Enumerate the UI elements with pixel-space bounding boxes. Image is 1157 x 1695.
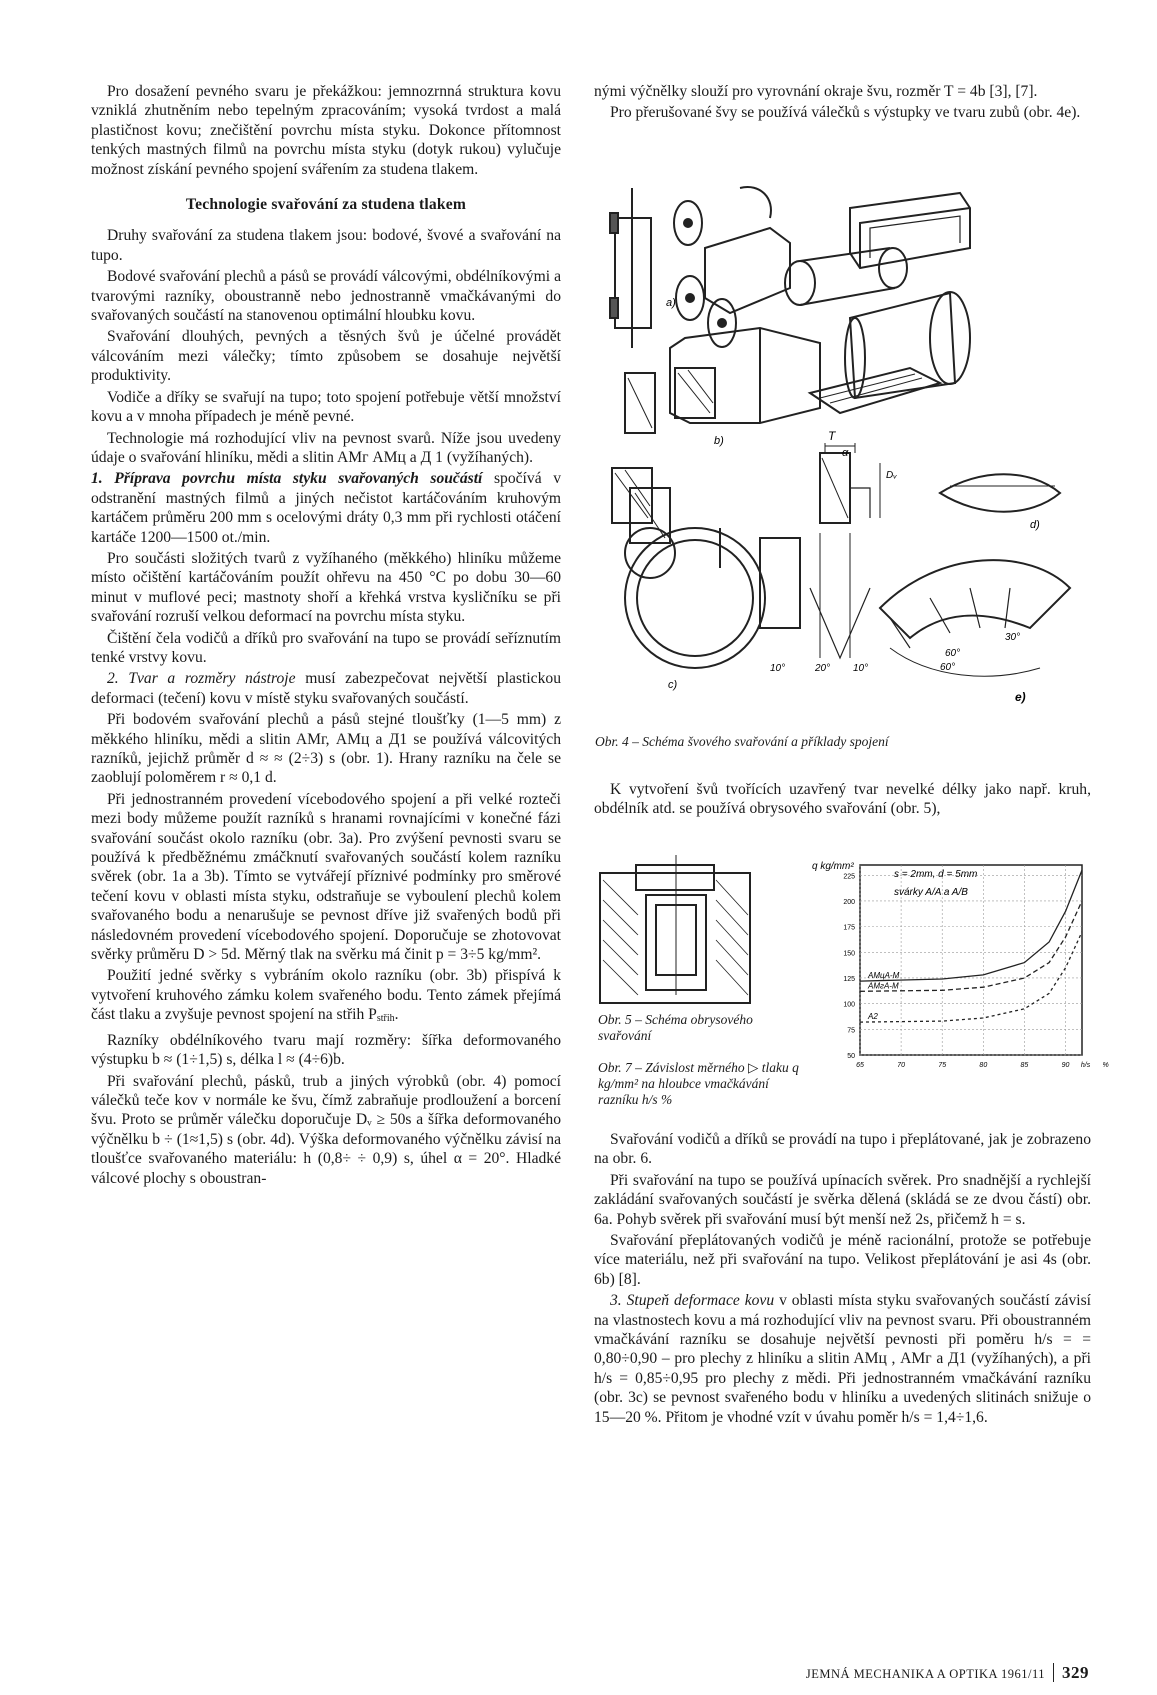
paragraph: Vodiče a dříky se svařují na tupo; toto spojení potřebuje větší množství kovu a v mnoha případech je méně pevné.: [91, 388, 561, 426]
paragraph: Razníky obdélníkového tvaru mají rozměry: šířka deformovaného výstupku b ≈ (1÷1,5) s, délka l ≈ (4÷6)b.: [91, 1031, 561, 1069]
paragraph: Pro dosažení pevného svaru je překážkou: jemnozrnná struktura kovu vzniklá zhutněním nebo tepelným zpracováním; vysoká tvrdost a malá plastičnost kovu; znečištění povrchu místa styku. Dokonce přítomnost tenkých mastných filmů na povrchu místa styku (dotyk rukou) vylučuje možnost získání pevného spojení svářením za studena tlakem.: [91, 83, 561, 178]
paragraph-end: .: [394, 1006, 399, 1024]
paragraph: [91, 469, 561, 547]
chart-legend-line1: s = 2mm, d = 5mm: [894, 869, 978, 880]
paragraph: Při svařování na tupo se používá upínacích svěrek. Pro snadnější a rychlejší zakládání svařovaných součástí je svěrka dělená (skládá se ze dvou částí) obr. 6a. Pohyb svěrek při svařování musí být menší než 2s, přičemž h = s.: [594, 1171, 1091, 1228]
paragraph: Pro přerušované švy se používá válečků s výstupky ve tvaru zubů (obr. 4e).: [610, 104, 1081, 122]
paragraph: K vytvoření švů tvořících uzavřený tvar nevelké délky jako např. kruh, obdélník atd. se používá obrysového svařování (obr. 5),: [594, 781, 1091, 818]
x-tick-label: 85: [1020, 1062, 1029, 1069]
x-tick-label: 70: [897, 1062, 906, 1069]
angle-label: 10°: [770, 663, 786, 674]
paragraph: Při jednostranném provedení vícebodového spojení a při velké rozteči mezi body můžeme použít razníků s hranami rovnajícími v konečné fázi svařování součást okolo razníku (obr. 3a). Pro zvýšení pevnosti svaru se používá k předběžnému zmáčknutí svařovaných součástí kolem razníku svěrek (obr. 1a a 3b). Tímto se vytvářejí příznivé podmínky pro směrové tečení kovu v oblasti místa styku, odstraňuje se vyboulení plechů kolem svařovaného bodu a nenarušuje se pevnost dříve již svařených bodů při následovném provedení vícebodového spojení. Doporučuje se zhotovovat svěrky průměru D > 5d. Měrný tlak na svěrku má činit p = 3÷5 kg/mm².: [91, 790, 561, 964]
y-tick-label: 100: [843, 1001, 855, 1009]
figure-label-Dv: Dᵥ: [886, 470, 897, 481]
angle-label: 30°: [1005, 632, 1021, 643]
paragraph: Svařování dlouhých, pevných a těsných švů je účelné provádět válcováním mezi válečky; tímto způsobem se dosahuje největší produktivity.: [91, 328, 561, 385]
paragraph: Technologie má rozhodující vliv na pevnost svarů. Níže jsou uvedeny údaje o svařování hliníku, mědi a slitin AMг AMц a Д 1 (vyžíhaných).: [91, 429, 561, 466]
figure-label-alpha: α: [842, 447, 849, 459]
right-column-middle: [594, 780, 1091, 821]
figure-label-c: c): [668, 679, 678, 691]
paragraph: Druhy svařování za studena tlakem jsou: bodové, švové a svařování na tupo.: [91, 227, 561, 264]
x-tick-label: 90: [1061, 1062, 1070, 1069]
figure-5-caption: Obr. 5 – Schéma obrysového svařování: [598, 1012, 753, 1043]
paragraph: Při svařování plechů, pásků, trub a jiných výrobků (obr. 4) pomocí válečků teče kov v normále ke švu, čímž zabraňuje prodloužení a borcení švu. Proto se průměr válečku doporučuje Dᵥ ≥ 50s a šířka deformovaného výčnělku b ÷ (1≈1,5) s (obr. 4d). Výška deformovaného výčnělku závisí na tloušťce svařovaného materiálu: h (0,8÷ ÷ 0,9) s, úhel α = 20°. Hladké válcové plochy s oboustran-: [91, 1072, 561, 1187]
figure-label-e: e): [1015, 690, 1026, 704]
paragraph: Svařování přeplátovaných vodičů je méně racionální, protože se potřebuje více materiálu, než při svařování na tupo. Velikost přeplátování je asi 4s (obr. 6b) [8].: [594, 1232, 1091, 1288]
y-tick-label: 75: [847, 1027, 855, 1035]
page-number: 329: [1053, 1663, 1089, 1682]
figure-label-d: d): [1030, 519, 1040, 531]
right-column-top: [594, 82, 1091, 125]
figure-label-T: T: [828, 429, 836, 443]
page-footer: [806, 1663, 1089, 1683]
series-label: A2: [868, 1012, 878, 1022]
y-tick-label: 50: [847, 1053, 855, 1060]
y-tick-label: 225: [843, 873, 855, 881]
section-heading: Technologie svařování za studena tlakem: [185, 196, 467, 214]
chart-legend-line2: svárky A/A a A/B: [894, 887, 968, 898]
paragraph: [91, 966, 561, 1028]
right-column-bottom: [594, 1130, 1091, 1429]
figure-5: [598, 855, 768, 1005]
figure-7-chart: [812, 855, 1109, 1090]
paragraph: Pro součásti složitých tvarů z vyžíhaného (měkkého) hliníku můžeme místo očištění kartáčováním použít ohřevu na 450 °C po dobu 30—60 minut v muflové peci; mastnoty shoří a křehká vrstva kysličníku se při svařování rozruší velkou deformací na povrchu místa styku.: [91, 549, 561, 626]
x-tick-label: 80: [979, 1062, 988, 1069]
figure-label-b: b): [714, 435, 724, 447]
paragraph-body: v oblasti místa styku svařovaných součástí závisí na vlastnostech kovu a má rozhodující vliv na pevnost svaru. Při oboustranném vmačkávání razníku se dosahuje největší pevnosti při poměru h/s = = 0,80÷0,90 – pro plechy z hliníku a slitin AMц , AMг a Д1 (vyžíhaných), a při h/s = 0,85÷0,95 pro plechy z mědi. Při jednostranném vmačkávání razníku (obr. 3c) se pevnost svařeného bodu v hliníku a uvedených slitinách snižuje o 15—20 %. Přitom je vhodné vzít v úvahu poměr h/s = 1,4÷1,6.: [594, 1292, 1091, 1426]
left-column: [91, 82, 561, 1190]
paragraph: Při bodovém svařování plechů a pásů stejné tloušťky (1—5 mm) z měkkého hliníku, mědi a slitin AMг, AMц a Д1 se používá válcovitých razníků, jejichž průměr d ≈ ≈ (2÷3) s (obr. 1). Hrany razníku na čele se zaoblují poloměrem r ≈ 0,1 d.: [91, 711, 561, 787]
figure-4: [610, 188, 1080, 728]
y-tick-label: 150: [843, 950, 855, 958]
angle-label: 60°: [945, 648, 961, 659]
paragraph-body: Použití jedné svěrky s vybráním okolo razníku (obr. 3b) přispívá k vytvoření kruhového zámku kolem svařeného bodu. Tento zámek přejímá část tlaku a zvyšuje pevnost spojení na střih P: [91, 967, 561, 1024]
x-tick-label: h/s: [1080, 1062, 1091, 1069]
x-tick-label: 65: [856, 1062, 864, 1069]
paragraph-lead: 2. Tvar a rozměry nástroje: [107, 670, 296, 688]
paragraph-lead: 1. Příprava povrchu místa styku svařovaných součástí: [91, 470, 483, 488]
paragraph: Bodové svařování plechů a pásů se provádí válcovými, obdélníkovými a tvarovými razníky, oboustranně nebo jednostranně vmačkávanými do svařovaných součástí na stanovenou optimální hloubku kovu.: [91, 268, 561, 325]
angle-label: 20°: [815, 663, 831, 674]
y-tick-label: 200: [843, 898, 855, 906]
paragraph-body: musí zabezpečovat největší plastickou deformaci (tečení) kovu v místě styku svařovaných součástí.: [91, 670, 561, 707]
angle-label: 60°: [940, 662, 956, 673]
angle-label: 10°: [853, 663, 869, 674]
series-label: AMцA-M: [868, 971, 900, 981]
y-tick-label: 125: [843, 975, 855, 983]
y-tick-label: 175: [843, 924, 855, 932]
x-tick-label: 75: [938, 1062, 947, 1069]
paragraph: Svařování vodičů a dříků se provádí na tupo i přeplátované, jak je zobrazeno na obr. 6.: [594, 1131, 1091, 1168]
paragraph: [594, 1291, 1091, 1427]
y-axis-label: q kg/mm²: [812, 861, 854, 872]
x-tick-label: %: [1102, 1062, 1109, 1069]
figure-label-a: a): [666, 297, 676, 309]
subscript: střih: [376, 1013, 395, 1025]
paragraph-lead: 3. Stupeň deformace kovu: [610, 1292, 775, 1310]
paragraph: Čištění čela vodičů a dříků pro svařování na tupo se provádí seříznutím tenké vrstvy kovu.: [91, 629, 561, 666]
paragraph-body: spočívá v odstranění mastných filmů a jiných nečistot kartáčováním kruhovým kartáčem průměru 200 mm s ocelovými dráty 0,3 mm při rychlosti otáčení kartáče 1200—1500 ot./min.: [91, 470, 561, 546]
journal-name: JEMNÁ MECHANIKA A OPTIKA 1961/11: [805, 1667, 1045, 1681]
paragraph: nými výčnělky slouží pro vyrovnání okraje švu, rozměr T = 4b [3], [7].: [594, 83, 1038, 100]
series-label: AMгA-M: [868, 981, 899, 991]
figure-4-caption: Obr. 4 – Schéma švového svařování a příklady spojení: [595, 734, 889, 749]
paragraph: [91, 669, 561, 708]
figure-7-caption: Obr. 7 – Závislost měrného ▷ tlaku q kg/mm² na hloubce vmačkávání razníku h/s %: [598, 1060, 799, 1107]
